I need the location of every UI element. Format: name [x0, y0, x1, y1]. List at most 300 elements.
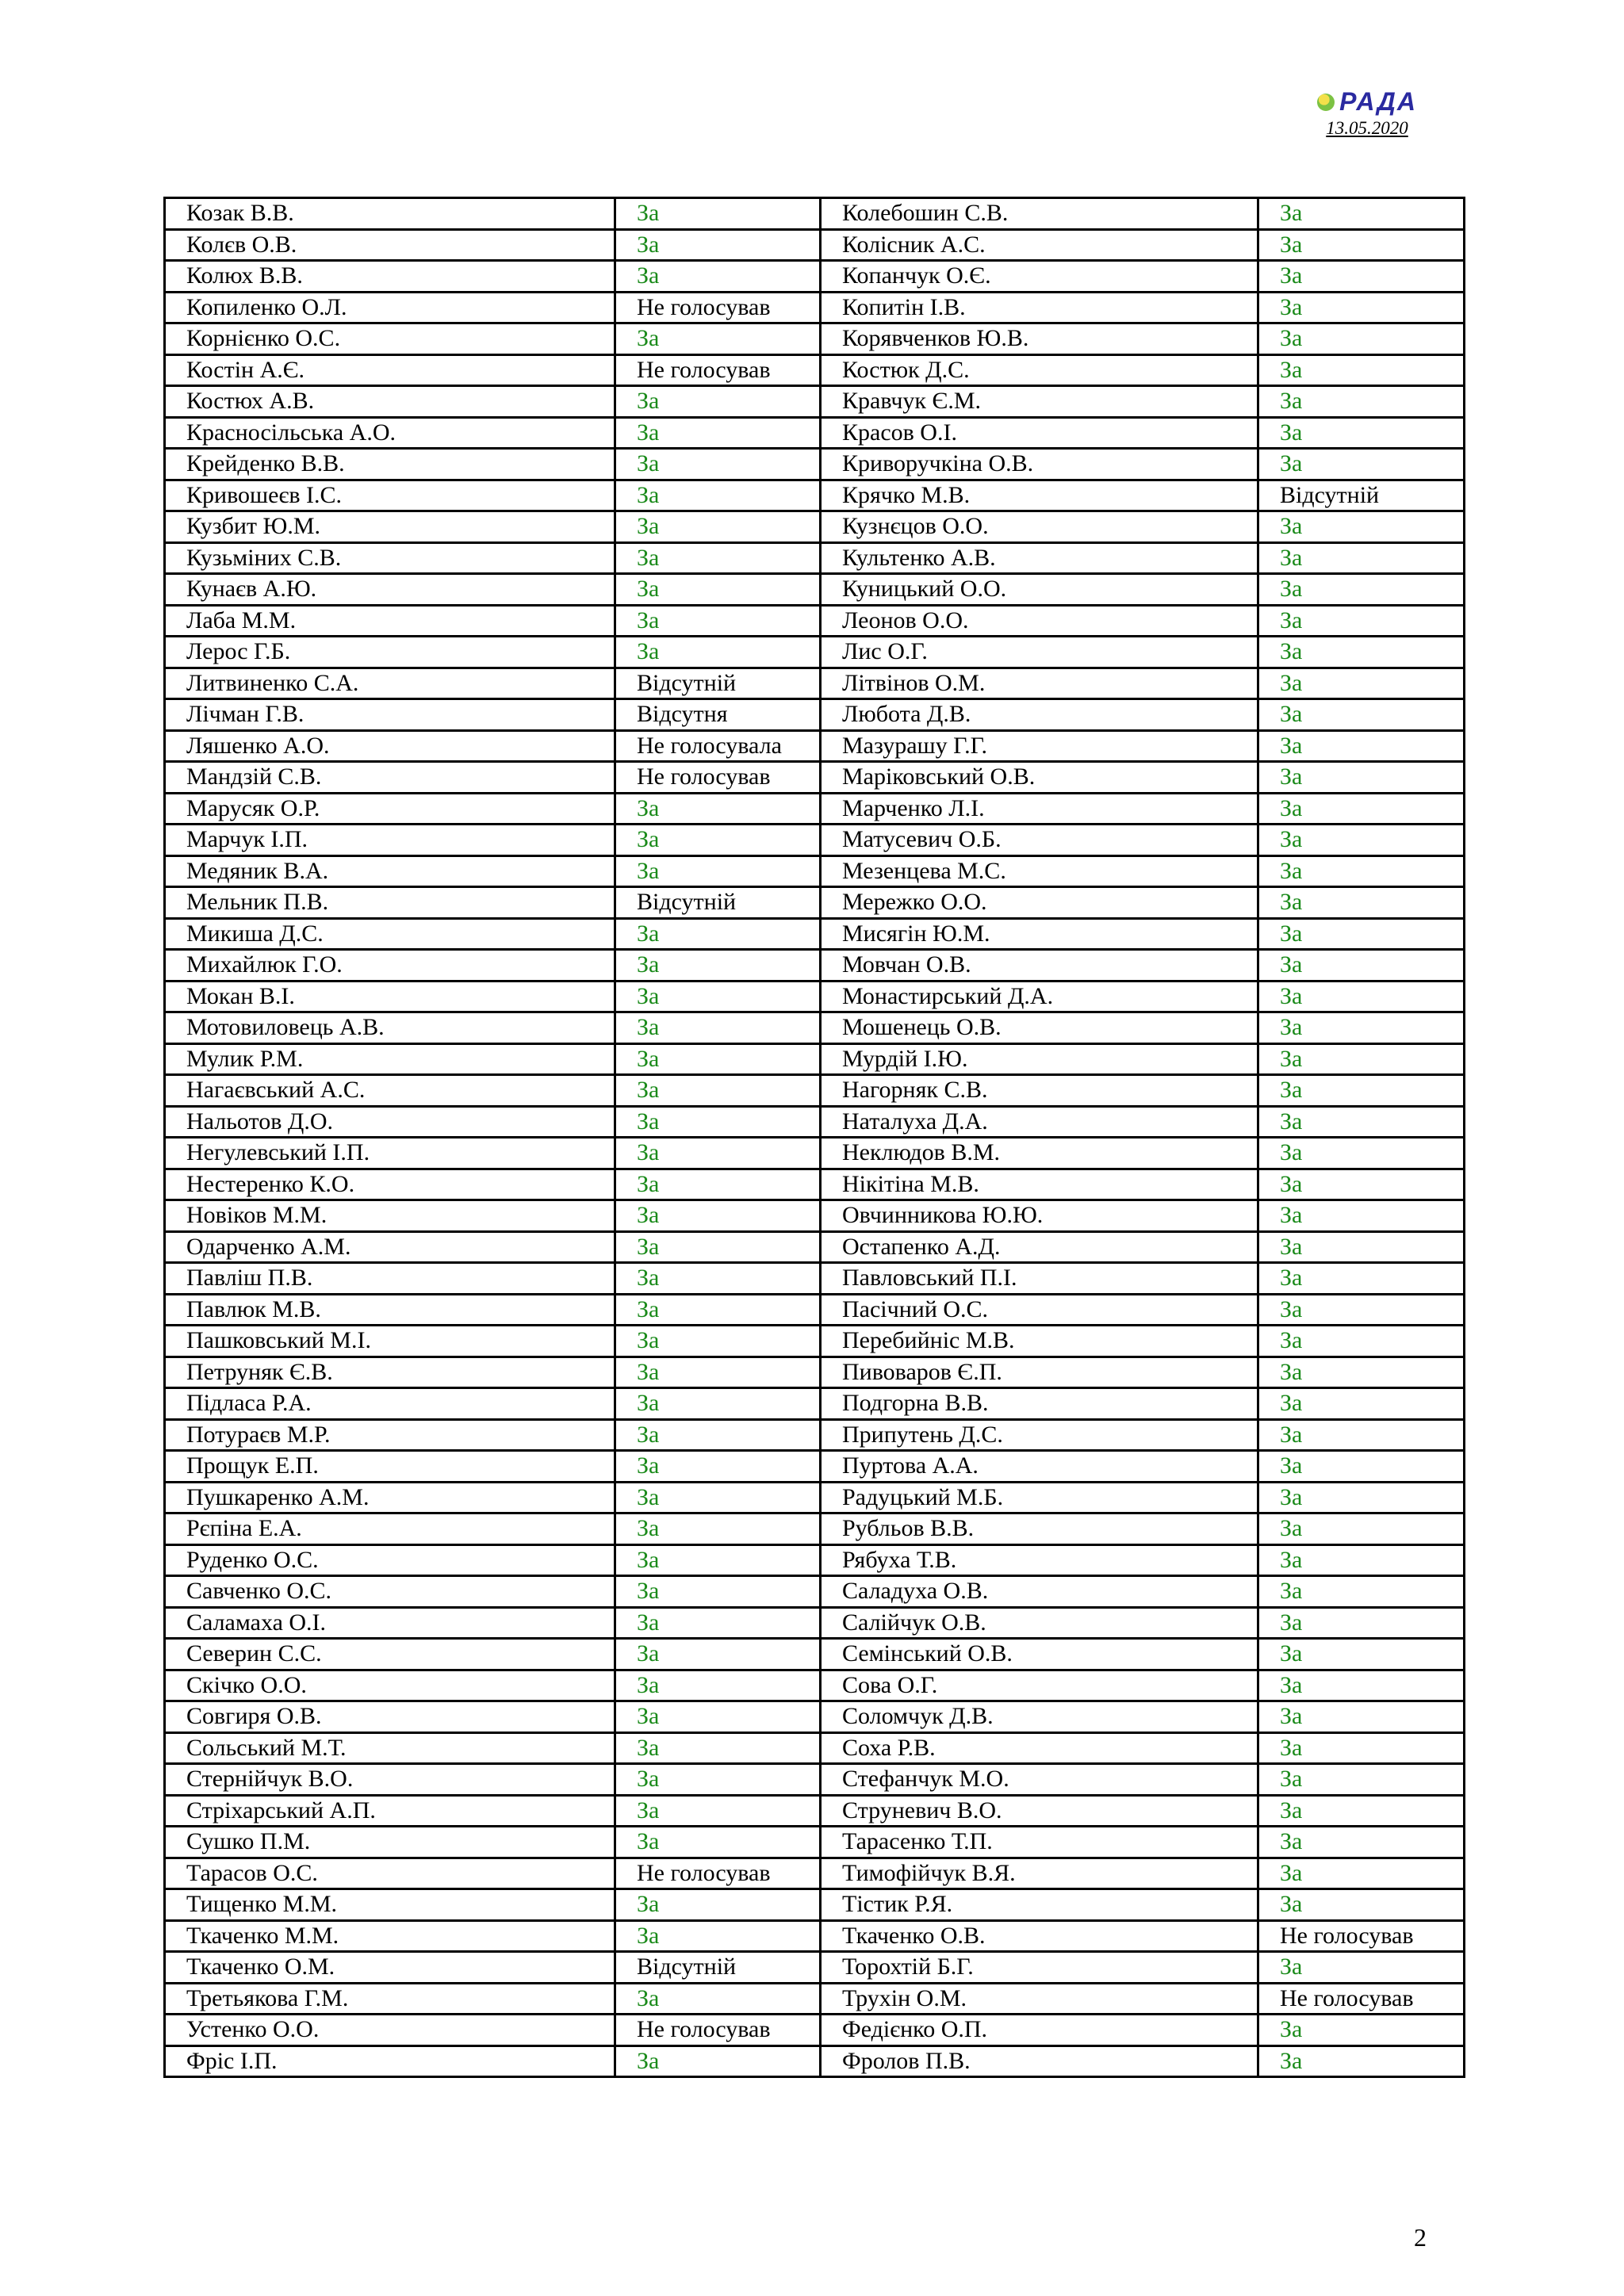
deputy-name: Негулевський І.П.	[165, 1138, 615, 1169]
deputy-name: Корнієнко О.С.	[165, 323, 615, 355]
vote-result: За	[615, 793, 821, 825]
deputy-name: Струневич В.О.	[821, 1795, 1258, 1827]
vote-result: За	[1258, 511, 1465, 543]
deputy-name: Медяник В.А.	[165, 855, 615, 887]
table-row	[165, 1012, 1465, 1044]
deputy-name: Любота Д.В.	[821, 699, 1258, 731]
deputy-name: Нагорняк С.В.	[821, 1075, 1258, 1107]
deputy-name: Остапенко А.Д.	[821, 1231, 1258, 1263]
deputy-name: Марусяк О.Р.	[165, 793, 615, 825]
table-row	[165, 855, 1465, 887]
table-row	[165, 981, 1465, 1012]
vote-result: За	[1258, 1200, 1465, 1232]
logo-globe-icon	[1317, 94, 1335, 111]
deputy-name: Неклюдов В.М.	[821, 1138, 1258, 1169]
deputy-name: Павліш П.В.	[165, 1263, 615, 1295]
deputy-name: Федієнко О.П.	[821, 2015, 1258, 2046]
vote-result: За	[615, 1732, 821, 1764]
vote-result: За	[1258, 981, 1465, 1012]
table-row	[165, 229, 1465, 261]
table-row	[165, 1701, 1465, 1733]
deputy-name: Крейденко В.В.	[165, 449, 615, 480]
vote-result: За	[1258, 2015, 1465, 2046]
vote-result: Не голосував	[1258, 1983, 1465, 2015]
vote-result: За	[1258, 1670, 1465, 1701]
deputy-name: Руденко О.С.	[165, 1544, 615, 1576]
vote-result: За	[615, 1544, 821, 1576]
vote-result: За	[615, 1983, 821, 2015]
deputy-name: Марченко Л.І.	[821, 793, 1258, 825]
table-row	[165, 1576, 1465, 1608]
vote-result: За	[1258, 417, 1465, 449]
vote-result: За	[615, 825, 821, 856]
table-row	[165, 793, 1465, 825]
page-number: 2	[1414, 2223, 1427, 2252]
vote-result: За	[1258, 1451, 1465, 1483]
votes-table	[163, 197, 1465, 2078]
vote-result: Відсутній	[615, 668, 821, 699]
deputy-name: Нестеренко К.О.	[165, 1169, 615, 1200]
vote-result: Відсутній	[1258, 480, 1465, 511]
vote-result: За	[1258, 730, 1465, 762]
deputy-name: Мисягін Ю.М.	[821, 918, 1258, 950]
logo-text: РАДА	[1339, 87, 1417, 116]
vote-result: За	[1258, 1952, 1465, 1984]
vote-result: За	[615, 1513, 821, 1545]
deputy-name: Нальотов Д.О.	[165, 1106, 615, 1138]
vote-result: За	[1258, 793, 1465, 825]
table-row	[165, 198, 1465, 230]
deputy-name: Ткаченко О.В.	[821, 1920, 1258, 1952]
vote-result: За	[1258, 1138, 1465, 1169]
deputy-name: Тістик Р.Я.	[821, 1889, 1258, 1921]
table-row	[165, 1294, 1465, 1326]
table-row	[165, 1858, 1465, 1889]
vote-result: За	[615, 1075, 821, 1107]
vote-result: За	[1258, 762, 1465, 794]
deputy-name: Підласа Р.А.	[165, 1388, 615, 1420]
table-row	[165, 1106, 1465, 1138]
vote-result: Відсутній	[615, 1952, 821, 1984]
deputy-name: Мазурашу Г.Г.	[821, 730, 1258, 762]
vote-result: За	[615, 1795, 821, 1827]
table-row	[165, 887, 1465, 919]
table-row	[165, 449, 1465, 480]
deputy-name: Семінський О.В.	[821, 1639, 1258, 1670]
deputy-name: Криворучкіна О.В.	[821, 449, 1258, 480]
vote-result: За	[1258, 855, 1465, 887]
vote-result: За	[615, 1576, 821, 1608]
deputy-name: Овчинникова Ю.Ю.	[821, 1200, 1258, 1232]
deputy-name: Соломчук Д.В.	[821, 1701, 1258, 1733]
vote-result: За	[1258, 1827, 1465, 1858]
vote-result: За	[1258, 574, 1465, 606]
deputy-name: Стефанчук М.О.	[821, 1764, 1258, 1796]
vote-result: За	[1258, 1701, 1465, 1733]
deputy-name: Пушкаренко А.М.	[165, 1482, 615, 1513]
deputy-name: Микиша Д.С.	[165, 918, 615, 950]
deputy-name: Тарасов О.С.	[165, 1858, 615, 1889]
vote-result: За	[615, 229, 821, 261]
vote-result: За	[1258, 950, 1465, 982]
deputy-name: Саладуха О.В.	[821, 1576, 1258, 1608]
vote-result: За	[615, 542, 821, 574]
deputy-name: Рубльов В.В.	[821, 1513, 1258, 1545]
table-row	[165, 1482, 1465, 1513]
table-row	[165, 386, 1465, 418]
deputy-name: Пуртова А.А.	[821, 1451, 1258, 1483]
vote-result: За	[1258, 1388, 1465, 1420]
deputy-name: Скічко О.О.	[165, 1670, 615, 1701]
vote-result: За	[1258, 1357, 1465, 1388]
deputy-name: Мокан В.І.	[165, 981, 615, 1012]
vote-result: За	[615, 1294, 821, 1326]
vote-result: За	[1258, 699, 1465, 731]
vote-result: За	[615, 1012, 821, 1044]
vote-result: За	[615, 1169, 821, 1200]
vote-result: За	[1258, 1607, 1465, 1639]
deputy-name: Пивоваров Є.П.	[821, 1357, 1258, 1388]
vote-result: За	[615, 605, 821, 637]
deputy-name: Мовчан О.В.	[821, 950, 1258, 982]
table-row	[165, 762, 1465, 794]
vote-result: За	[1258, 386, 1465, 418]
vote-result: За	[615, 1827, 821, 1858]
table-row	[165, 1075, 1465, 1107]
deputy-name: Третьякова Г.М.	[165, 1983, 615, 2015]
deputy-name: Стернійчук В.О.	[165, 1764, 615, 1796]
vote-result: Відсутня	[615, 699, 821, 731]
table-row	[165, 1043, 1465, 1075]
table-row	[165, 637, 1465, 668]
deputy-name: Мулик Р.М.	[165, 1043, 615, 1075]
deputy-name: Кривошеєв І.С.	[165, 480, 615, 511]
table-row	[165, 1889, 1465, 1921]
deputy-name: Кузбит Ю.М.	[165, 511, 615, 543]
vote-result: За	[615, 417, 821, 449]
vote-result: За	[1258, 605, 1465, 637]
deputy-name: Мезенцева М.С.	[821, 855, 1258, 887]
deputy-name: Тарасенко Т.П.	[821, 1827, 1258, 1858]
rada-logo	[1304, 87, 1431, 117]
vote-result: Не голосувала	[615, 730, 821, 762]
table-row	[165, 1263, 1465, 1295]
vote-result: За	[615, 574, 821, 606]
vote-result: За	[615, 1326, 821, 1357]
vote-result: Не голосував	[615, 292, 821, 323]
vote-result: За	[1258, 1231, 1465, 1263]
deputy-name: Мельник П.В.	[165, 887, 615, 919]
deputy-name: Наталуха Д.А.	[821, 1106, 1258, 1138]
deputy-name: Крячко М.В.	[821, 480, 1258, 511]
vote-result: За	[1258, 1889, 1465, 1921]
vote-result: За	[1258, 1012, 1465, 1044]
deputy-name: Устенко О.О.	[165, 2015, 615, 2046]
vote-result: За	[1258, 1764, 1465, 1796]
table-row	[165, 542, 1465, 574]
deputy-name: Красносільська А.О.	[165, 417, 615, 449]
vote-result: За	[615, 1200, 821, 1232]
deputy-name: Фролов П.В.	[821, 2045, 1258, 2077]
vote-result: За	[615, 1920, 821, 1952]
deputy-name: Ткаченко О.М.	[165, 1952, 615, 1984]
deputy-name: Колєв О.В.	[165, 229, 615, 261]
deputy-name: Тимофійчук В.Я.	[821, 1858, 1258, 1889]
deputy-name: Копанчук О.Є.	[821, 261, 1258, 293]
vote-result: Відсутній	[615, 887, 821, 919]
table-row	[165, 1607, 1465, 1639]
vote-result: За	[1258, 668, 1465, 699]
deputy-name: Торохтій Б.Г.	[821, 1952, 1258, 1984]
deputy-name: Маріковський О.В.	[821, 762, 1258, 794]
table-row	[165, 1513, 1465, 1545]
table-row	[165, 1231, 1465, 1263]
vote-result: Не голосував	[615, 2015, 821, 2046]
vote-result: За	[1258, 1043, 1465, 1075]
table-row	[165, 1388, 1465, 1420]
deputy-name: Колісник А.С.	[821, 229, 1258, 261]
table-row	[165, 668, 1465, 699]
deputy-name: Салійчук О.В.	[821, 1607, 1258, 1639]
deputy-name: Михайлюк Г.О.	[165, 950, 615, 982]
deputy-name: Подгорна В.В.	[821, 1388, 1258, 1420]
vote-result: За	[1258, 261, 1465, 293]
vote-result: Не голосував	[615, 354, 821, 386]
vote-result: За	[615, 1670, 821, 1701]
deputy-name: Потураєв М.Р.	[165, 1419, 615, 1451]
deputy-name: Лаба М.М.	[165, 605, 615, 637]
deputy-name: Красов О.І.	[821, 417, 1258, 449]
deputy-name: Лерос Г.Б.	[165, 637, 615, 668]
vote-result: За	[1258, 1858, 1465, 1889]
vote-result: За	[1258, 542, 1465, 574]
deputy-name: Сова О.Г.	[821, 1670, 1258, 1701]
table-row	[165, 1732, 1465, 1764]
deputy-name: Нагаєвський А.С.	[165, 1075, 615, 1107]
vote-result: За	[615, 386, 821, 418]
vote-result: За	[1258, 825, 1465, 856]
vote-result: За	[1258, 1106, 1465, 1138]
deputy-name: Павлюк М.В.	[165, 1294, 615, 1326]
vote-result: За	[615, 981, 821, 1012]
deputy-name: Монастирський Д.А.	[821, 981, 1258, 1012]
table-row	[165, 292, 1465, 323]
deputy-name: Ляшенко А.О.	[165, 730, 615, 762]
vote-result: За	[615, 480, 821, 511]
vote-result: За	[1258, 1482, 1465, 1513]
deputy-name: Леонов О.О.	[821, 605, 1258, 637]
deputy-name: Костюх А.В.	[165, 386, 615, 418]
vote-result: За	[615, 950, 821, 982]
vote-result: Не голосував	[615, 1858, 821, 1889]
table-row	[165, 1952, 1465, 1984]
table-row	[165, 1357, 1465, 1388]
vote-result: За	[1258, 198, 1465, 230]
deputy-name: Копитін І.В.	[821, 292, 1258, 323]
vote-result: За	[1258, 1544, 1465, 1576]
deputy-name: Матусевич О.Б.	[821, 825, 1258, 856]
vote-result: За	[1258, 1513, 1465, 1545]
deputy-name: Мурдій І.Ю.	[821, 1043, 1258, 1075]
deputy-name: Культенко А.В.	[821, 542, 1258, 574]
deputy-name: Мошенець О.В.	[821, 1012, 1258, 1044]
deputy-name: Козак В.В.	[165, 198, 615, 230]
deputy-name: Ткаченко М.М.	[165, 1920, 615, 1952]
vote-result: За	[615, 198, 821, 230]
deputy-name: Пашковський М.І.	[165, 1326, 615, 1357]
vote-result: За	[615, 1231, 821, 1263]
deputy-name: Литвиненко С.А.	[165, 668, 615, 699]
vote-result: За	[615, 637, 821, 668]
deputy-name: Радуцький М.Б.	[821, 1482, 1258, 1513]
deputy-name: Сушко П.М.	[165, 1827, 615, 1858]
vote-result: За	[1258, 1075, 1465, 1107]
vote-result: За	[615, 1138, 821, 1169]
deputy-name: Колебошин С.В.	[821, 198, 1258, 230]
table-row	[165, 1764, 1465, 1796]
vote-result: За	[615, 511, 821, 543]
table-row	[165, 1419, 1465, 1451]
deputy-name: Костін А.Є.	[165, 354, 615, 386]
table-row	[165, 1670, 1465, 1701]
table-row	[165, 2045, 1465, 2077]
deputy-name: Нікітіна М.В.	[821, 1169, 1258, 1200]
vote-result: За	[615, 261, 821, 293]
deputy-name: Тищенко М.М.	[165, 1889, 615, 1921]
deputy-name: Літвінов О.М.	[821, 668, 1258, 699]
vote-result: Не голосував	[615, 762, 821, 794]
deputy-name: Лічман Г.В.	[165, 699, 615, 731]
deputy-name: Северин С.С.	[165, 1639, 615, 1670]
vote-result: За	[1258, 1576, 1465, 1608]
vote-result: За	[1258, 1263, 1465, 1295]
deputy-name: Мотовиловець А.В.	[165, 1012, 615, 1044]
deputy-name: Рєпіна Е.А.	[165, 1513, 615, 1545]
deputy-name: Савченко О.С.	[165, 1576, 615, 1608]
deputy-name: Копиленко О.Л.	[165, 292, 615, 323]
table-row	[165, 1169, 1465, 1200]
vote-result: За	[615, 1607, 821, 1639]
table-row	[165, 699, 1465, 731]
table-row	[165, 918, 1465, 950]
deputy-name: Лис О.Г.	[821, 637, 1258, 668]
vote-result: За	[615, 2045, 821, 2077]
table-row	[165, 1544, 1465, 1576]
vote-result: За	[1258, 229, 1465, 261]
vote-result: За	[1258, 887, 1465, 919]
table-row	[165, 605, 1465, 637]
vote-result: За	[615, 1451, 821, 1483]
deputy-name: Мандзій С.В.	[165, 762, 615, 794]
vote-result: За	[1258, 323, 1465, 355]
vote-result: За	[1258, 449, 1465, 480]
deputy-name: Новіков М.М.	[165, 1200, 615, 1232]
page-header	[1304, 87, 1431, 139]
header-date: 13.05.2020	[1326, 118, 1408, 138]
table-row	[165, 511, 1465, 543]
vote-result: Не голосував	[1258, 1920, 1465, 1952]
deputy-name: Перебийніс М.В.	[821, 1326, 1258, 1357]
vote-result: За	[615, 918, 821, 950]
deputy-name: Колюх В.В.	[165, 261, 615, 293]
table-row	[165, 1326, 1465, 1357]
vote-result: За	[1258, 637, 1465, 668]
vote-result: За	[615, 1043, 821, 1075]
table-row	[165, 323, 1465, 355]
vote-result: За	[1258, 1169, 1465, 1200]
deputy-name: Кунаєв А.Ю.	[165, 574, 615, 606]
vote-result: За	[615, 1419, 821, 1451]
deputy-name: Рябуха Т.В.	[821, 1544, 1258, 1576]
vote-result: За	[1258, 918, 1465, 950]
vote-result: За	[1258, 1419, 1465, 1451]
deputy-name: Стріхарський А.П.	[165, 1795, 615, 1827]
deputy-name: Соха Р.В.	[821, 1732, 1258, 1764]
deputy-name: Петруняк Є.В.	[165, 1357, 615, 1388]
vote-result: За	[615, 449, 821, 480]
table-row	[165, 1795, 1465, 1827]
deputy-name: Пасічний О.С.	[821, 1294, 1258, 1326]
vote-result: За	[615, 1263, 821, 1295]
table-row	[165, 261, 1465, 293]
vote-result: За	[615, 323, 821, 355]
deputy-name: Павловський П.І.	[821, 1263, 1258, 1295]
deputy-name: Кравчук Є.М.	[821, 386, 1258, 418]
deputy-name: Кузнєцов О.О.	[821, 511, 1258, 543]
vote-result: За	[615, 1482, 821, 1513]
vote-result: За	[1258, 1795, 1465, 1827]
deputy-name: Костюк Д.С.	[821, 354, 1258, 386]
table-row	[165, 1920, 1465, 1952]
table-row	[165, 1827, 1465, 1858]
table-row	[165, 1451, 1465, 1483]
table-row	[165, 1639, 1465, 1670]
vote-result: За	[1258, 1732, 1465, 1764]
table-row	[165, 2015, 1465, 2046]
vote-result: За	[1258, 354, 1465, 386]
table-row	[165, 574, 1465, 606]
deputy-name: Прощук Е.П.	[165, 1451, 615, 1483]
deputy-name: Мережко О.О.	[821, 887, 1258, 919]
deputy-name: Одарченко А.М.	[165, 1231, 615, 1263]
deputy-name: Фріс І.П.	[165, 2045, 615, 2077]
vote-result: За	[1258, 2045, 1465, 2077]
table-row	[165, 1983, 1465, 2015]
deputy-name: Корявченков Ю.В.	[821, 323, 1258, 355]
table-row	[165, 480, 1465, 511]
table-row	[165, 730, 1465, 762]
deputy-name: Совгиря О.В.	[165, 1701, 615, 1733]
table-row	[165, 1138, 1465, 1169]
votes-table-body	[165, 198, 1465, 2077]
deputy-name: Саламаха О.І.	[165, 1607, 615, 1639]
vote-result: За	[615, 1106, 821, 1138]
table-row	[165, 1200, 1465, 1232]
table-row	[165, 354, 1465, 386]
vote-result: За	[615, 1639, 821, 1670]
table-row	[165, 825, 1465, 856]
vote-result: За	[1258, 1294, 1465, 1326]
deputy-name: Сольський М.Т.	[165, 1732, 615, 1764]
vote-result: За	[615, 1701, 821, 1733]
table-row	[165, 417, 1465, 449]
vote-result: За	[1258, 292, 1465, 323]
vote-result: За	[615, 1889, 821, 1921]
vote-result: За	[1258, 1326, 1465, 1357]
vote-result: За	[615, 1388, 821, 1420]
deputy-name: Припутень Д.С.	[821, 1419, 1258, 1451]
vote-result: За	[1258, 1639, 1465, 1670]
